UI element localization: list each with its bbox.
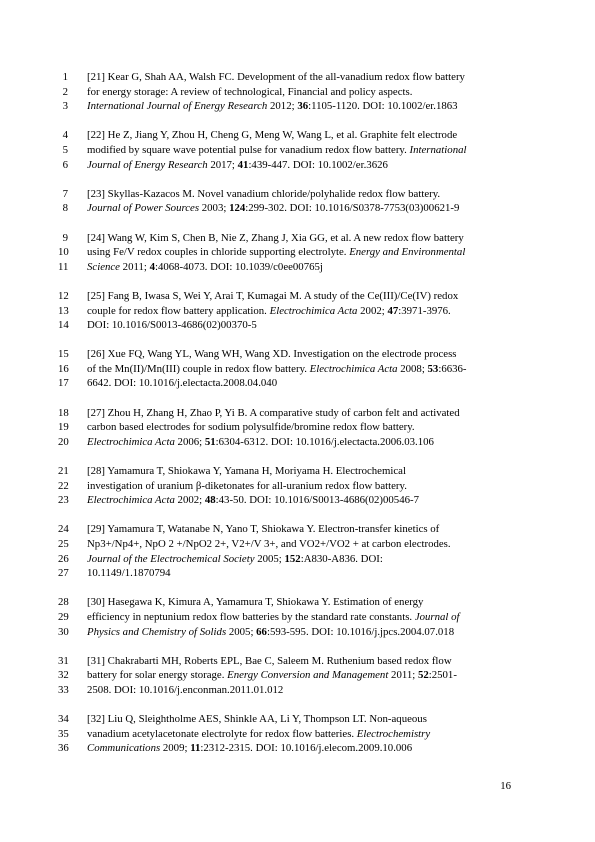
reference-text: :43-50. DOI: 10.1016/S0013-4686(02)00546-7 [215, 494, 419, 507]
journal-name: Journal of [414, 610, 460, 623]
line-number: 32 [58, 669, 69, 682]
page-number: 16 [500, 780, 511, 792]
reference-line [58, 318, 528, 333]
line-number: 15 [58, 348, 69, 361]
line-number: 35 [58, 727, 69, 740]
reference-entry [58, 406, 528, 450]
reference-text: 2011; [119, 260, 150, 273]
reference-text: :A830-A836. DOI: [300, 552, 383, 565]
volume-number: 66 [256, 625, 267, 638]
reference-line [58, 625, 528, 640]
journal-name: Electrochimica Acta [309, 362, 398, 375]
line-number: 23 [58, 494, 69, 507]
line-number: 1 [62, 71, 68, 83]
reference-text: 2008; [397, 362, 428, 375]
reference-line [58, 201, 528, 216]
reference-text: 10.1149/1.1870794 [87, 567, 171, 580]
journal-name: Journal of the Electrochemical Society [87, 552, 255, 565]
reference-line [58, 85, 528, 100]
reference-entry [58, 595, 528, 639]
line-number: 12 [58, 289, 69, 302]
reference-text: 2508. DOI: 10.1016/j.enconman.2011.01.012 [87, 683, 284, 696]
journal-name: Electrochimica Acta [87, 435, 175, 448]
reference-text: 2006; [174, 435, 205, 448]
line-number: 3 [62, 100, 68, 113]
line-number: 34 [58, 713, 69, 726]
reference-text: [24] Wang W, Kim S, Chen B, Nie Z, Zhang J, Xia GG, et al. A new redox flow battery [87, 231, 464, 244]
reference-text: [30] Hasegawa K, Kimura A, Yamamura T, Shiokawa Y. Estimation of energy [87, 596, 424, 609]
reference-entry [58, 231, 528, 275]
reference-line [58, 304, 528, 319]
line-number: 31 [58, 654, 69, 667]
line-number: 20 [58, 435, 69, 448]
reference-line [58, 552, 528, 567]
reference-text: Np3+/Np4+, NpO 2 +/NpO2 2+, V2+/V 3+, and VO2+/VO2 + at carbon electrodes. [87, 538, 451, 550]
reference-text: [27] Zhou H, Zhang H, Zhao P, Yi B. A comparative study of carbon felt and activated [87, 406, 460, 419]
reference-text: 2009; [160, 742, 191, 755]
reference-text: for energy storage: A review of technological, Financial and policy aspects. [87, 85, 413, 98]
reference-text: :439-447. DOI: 10.1002/er.3626 [248, 158, 388, 171]
journal-name: Journal of Energy Research [87, 158, 208, 171]
journal-name: Communications [87, 742, 161, 755]
reference-line [58, 376, 528, 391]
line-number: 11 [58, 260, 69, 273]
reference-entry [58, 347, 528, 391]
reference-line [58, 479, 528, 494]
journal-name: International Journal of Energy Research [87, 100, 268, 113]
line-number: 8 [62, 202, 68, 215]
journal-name: Electrochimica Acta [269, 304, 358, 317]
reference-line [58, 70, 528, 85]
journal-name: Science [87, 260, 120, 273]
reference-entry [58, 464, 528, 508]
line-number: 30 [58, 625, 69, 638]
reference-text: [26] Xue FQ, Wang YL, Wang WH, Wang XD. Investigation on the electrode process [87, 348, 457, 361]
reference-list [58, 70, 528, 771]
reference-text: efficiency in neptunium redox flow batteries by the standard rate constants. [87, 610, 415, 623]
reference-text: using Fe/V redox couples in chloride supporting electrolyte. [87, 246, 350, 259]
line-number: 13 [58, 304, 69, 317]
reference-line [58, 406, 528, 421]
reference-entry [58, 654, 528, 698]
reference-text: of the Mn(II)/Mn(III) couple in redox flow battery. [87, 362, 310, 375]
reference-line [58, 435, 528, 450]
reference-text: 2017; [207, 158, 238, 171]
reference-line [58, 347, 528, 362]
reference-text: couple for redox flow battery application. [87, 304, 270, 317]
volume-number: 53 [427, 362, 439, 375]
reference-line [58, 493, 528, 508]
reference-text: 2011; [388, 669, 418, 682]
reference-entry [58, 289, 528, 333]
journal-name: International [409, 143, 467, 156]
volume-number: 52 [417, 669, 429, 682]
reference-text: battery for solar energy storage. [87, 669, 228, 682]
line-number: 14 [58, 319, 69, 332]
line-number: 18 [58, 406, 69, 419]
reference-text: [21] Kear G, Shah AA, Walsh FC. Development of the all-vanadium redox flow battery [87, 71, 465, 83]
reference-text: [22] He Z, Jiang Y, Zhou H, Cheng G, Meng W, Wang L, et al. Graphite felt electrode [87, 129, 458, 142]
line-number: 29 [58, 610, 69, 623]
journal-name: Physics and Chemistry of Solids [87, 625, 227, 638]
journal-name: Energy and Environmental [349, 246, 466, 259]
line-number: 16 [58, 362, 69, 375]
reference-text: [31] Chakrabarti MH, Roberts EPL, Bae C, Saleem M. Ruthenium based redox flow [87, 654, 452, 667]
reference-text: :2312-2315. DOI: 10.1016/j.elecom.2009.10.006 [200, 742, 413, 755]
reference-line [58, 522, 528, 537]
reference-text: 2002; [357, 304, 388, 317]
reference-text: 2012; [267, 100, 298, 113]
volume-number: 11 [190, 742, 201, 755]
reference-text: carbon based electrodes for sodium polysulfide/bromine redox flow battery. [87, 421, 415, 434]
volume-number: 36 [297, 100, 309, 113]
volume-number: 152 [284, 552, 301, 565]
line-number: 9 [62, 231, 68, 244]
line-number: 36 [58, 742, 69, 755]
reference-line [58, 158, 528, 173]
reference-entry [58, 187, 528, 216]
volume-number: 124 [229, 202, 246, 215]
reference-line [58, 289, 528, 304]
reference-line [58, 231, 528, 246]
reference-line [58, 362, 528, 377]
reference-line [58, 143, 528, 158]
reference-line [58, 683, 528, 698]
reference-line [58, 610, 528, 625]
reference-line [58, 260, 528, 275]
journal-name: Electrochimica Acta [87, 494, 175, 507]
line-number: 5 [62, 143, 68, 156]
line-number: 28 [58, 596, 69, 609]
reference-text: 2002; [174, 494, 205, 507]
reference-line [58, 99, 528, 114]
line-number: 21 [58, 465, 69, 478]
reference-entry [58, 70, 528, 114]
reference-text: :2501- [428, 669, 457, 682]
reference-text: investigation of uranium β-diketonates for all-uranium redox flow battery. [87, 479, 407, 492]
reference-line [58, 245, 528, 260]
reference-text: :593-595. DOI: 10.1016/j.jpcs.2004.07.018 [266, 625, 455, 638]
reference-line [58, 464, 528, 479]
reference-text: 2005; [254, 552, 285, 565]
reference-line [58, 741, 528, 756]
line-number: 4 [62, 129, 68, 142]
line-number: 26 [58, 552, 69, 565]
reference-entry [58, 712, 528, 756]
reference-line [58, 420, 528, 435]
reference-line [58, 727, 528, 742]
line-number: 7 [62, 187, 68, 200]
reference-text: :4068-4073. DOI: 10.1039/c0ee00765j [154, 260, 323, 273]
reference-text: 2003; [199, 202, 230, 215]
line-number: 19 [58, 421, 69, 434]
reference-text: :6304-6312. DOI: 10.1016/j.electacta.2006.03.106 [215, 435, 434, 448]
reference-text: vanadium acetylacetonate electrolyte for redox flow batteries. [87, 727, 357, 740]
volume-number: 47 [387, 304, 399, 317]
reference-line [58, 566, 528, 581]
line-number: 6 [62, 158, 68, 171]
journal-name: Journal of Power Sources [87, 202, 200, 215]
reference-line [58, 128, 528, 143]
reference-line [58, 654, 528, 669]
line-number: 17 [58, 377, 69, 390]
reference-text: 2005; [226, 625, 257, 638]
reference-text: modified by square wave potential pulse for vanadium redox flow battery. [87, 143, 410, 156]
volume-number: 41 [237, 158, 249, 171]
line-number: 24 [58, 523, 69, 536]
journal-name: Electrochemistry [356, 727, 431, 740]
line-number: 2 [62, 85, 68, 98]
journal-name: Energy Conversion and Management [227, 669, 389, 682]
line-number: 22 [58, 479, 69, 492]
line-number: 33 [58, 683, 69, 696]
reference-text: [25] Fang B, Iwasa S, Wei Y, Arai T, Kumagai M. A study of the Ce(III)/Ce(IV) redox [87, 289, 459, 302]
reference-line [58, 537, 528, 552]
line-number: 27 [58, 567, 69, 580]
reference-text: DOI: 10.1016/S0013-4686(02)00370-5 [87, 319, 257, 332]
volume-number: 48 [204, 494, 216, 507]
reference-line [58, 595, 528, 610]
reference-line [58, 668, 528, 683]
reference-text: 6642. DOI: 10.1016/j.electacta.2008.04.040 [87, 377, 278, 390]
reference-entry [58, 128, 528, 172]
reference-text: [23] Skyllas-Kazacos M. Novel vanadium chloride/polyhalide redox flow battery. [87, 187, 441, 200]
reference-text: :299-302. DOI: 10.1016/S0378-7753(03)00621-9 [245, 202, 460, 215]
reference-text: [28] Yamamura T, Shiokawa Y, Yamana H, Moriyama H. Electrochemical [87, 465, 406, 478]
reference-text: :1105-1120. DOI: 10.1002/er.1863 [308, 100, 458, 113]
line-number: 10 [58, 246, 69, 259]
volume-number: 51 [204, 435, 216, 448]
reference-line [58, 712, 528, 727]
reference-text: :6636- [438, 362, 467, 375]
reference-line [58, 187, 528, 202]
line-number: 25 [58, 538, 69, 550]
reference-text: [29] Yamamura T, Watanabe N, Yano T, Shiokawa Y. Electron-transfer kinetics of [87, 523, 440, 536]
reference-entry [58, 522, 528, 580]
reference-text: [32] Liu Q, Sleightholme AES, Shinkle AA, Li Y, Thompson LT. Non-aqueous [87, 713, 427, 726]
volume-number: 4 [149, 260, 155, 273]
reference-text: :3971-3976. [398, 304, 451, 317]
